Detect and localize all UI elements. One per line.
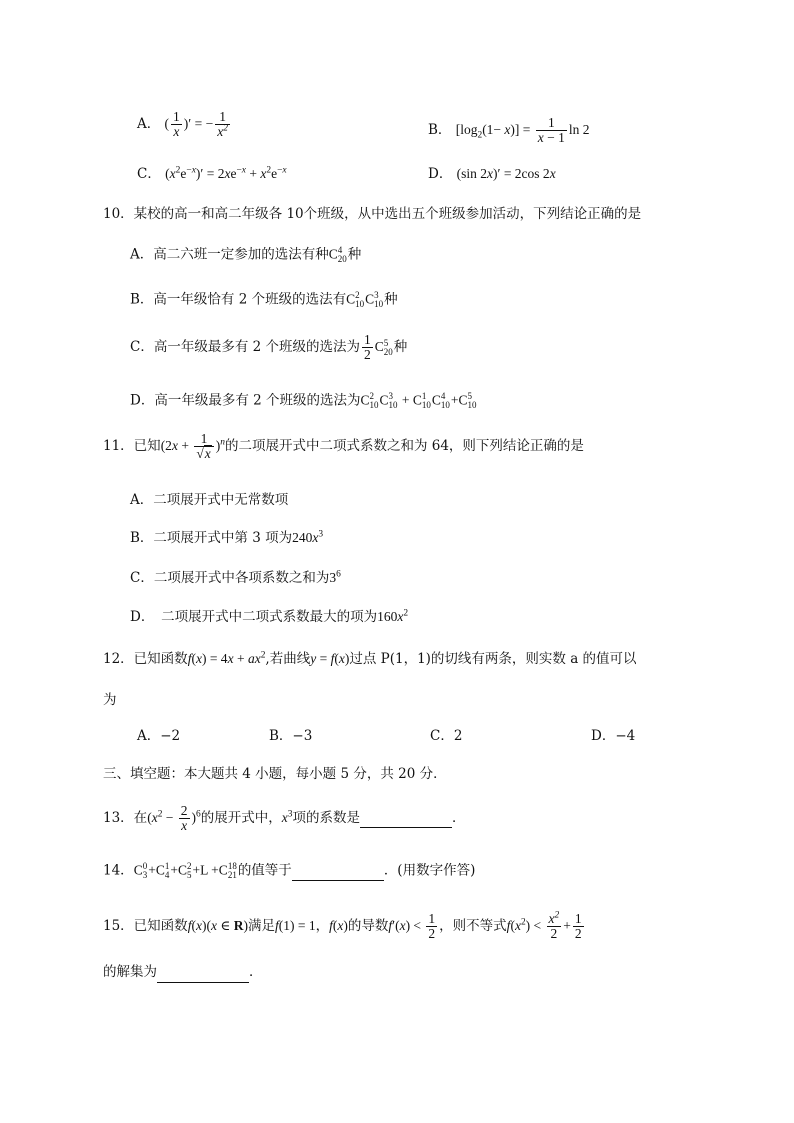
q11-option-d-text: D． 二项展开式中二项式系数最大的项为: [130, 609, 378, 625]
q13-answer-blank[interactable]: [360, 814, 452, 829]
q12-stem-cont: 为: [103, 692, 117, 708]
q9-option-a-formula: ( $\frac{1}{x}$ )′ = − $\frac{1}{x^2}$: [164, 109, 228, 140]
q13-end: ．: [451, 809, 466, 826]
q9-option-b-label: B．: [428, 121, 452, 138]
q11-option-c: C．二项展开式中各项系数之和为$3^6$: [130, 569, 341, 586]
q12-option-c: C．2: [430, 728, 463, 744]
q13-mid2: 项的系数是: [292, 809, 360, 826]
q10-a-formula: C: [328, 246, 338, 262]
q13-pre: 13．在: [103, 809, 148, 826]
q14-pre: 14．: [103, 862, 134, 879]
q15-cont: [103, 966, 263, 983]
q11-option-a: A．二项展开式中无常数项: [130, 492, 289, 508]
q9-option-b: [428, 116, 590, 145]
q12-option-b: B．−3: [269, 728, 313, 744]
q15-mid3: 的导数: [347, 917, 389, 934]
q15-pre: 15．已知函数: [103, 917, 188, 934]
q14: 14．C 0 3 +C 1 4 +C 2 5 +L +C 18 21 的值等于 ．(用数字作答): [103, 861, 476, 880]
q9-option-a: [137, 110, 232, 139]
q9-option-c-formula: $(x^2e^{-x})' = 2xe^{-x} + x^2e^{-x}$: [165, 165, 287, 181]
q15-end: ．: [249, 964, 263, 980]
q10-option-c: C．高一年级最多有 2 个班级的选法为 $\frac{1}{2}$ C 5 20 种: [130, 332, 408, 363]
q14-answer-blank[interactable]: [292, 867, 384, 882]
q12-option-d: D．−4: [591, 728, 636, 744]
q9-option-c: [137, 167, 287, 182]
q10-option-a-tail: 种: [347, 246, 362, 263]
q12-stem: 12．已知函数$f(x) = 4x + ax^2$,若曲线y = f(x)过点 P(1，1)的切线有两条，则实数 a 的值可以: [103, 650, 637, 667]
q11-stem-post: 的二项展开式中二项式系数之和为 64，则下列结论正确的是: [224, 437, 584, 454]
q10-option-b-tail: 种: [384, 291, 398, 308]
q10-option-a: A．高二六班一定参加的选法有种C 4 20 种: [130, 245, 362, 264]
q11-option-b-text: B．二项展开式中第 3 项为: [130, 530, 293, 546]
q10-option-c-text: C．高一年级最多有 2 个班级的选法为: [130, 339, 361, 356]
q15-mid1: 满足: [247, 917, 275, 934]
q10-option-b: B．高一年级恰有 2 个班级的选法有C 2 10 C 3 10 种: [130, 290, 398, 309]
q9-option-b-formula: $[\log_2(1- x)]$ = $\frac{1}{x - 1}$ ln 2: [455, 115, 590, 146]
q14-end: ．(用数字作答): [383, 862, 476, 879]
q12-option-a: A．−2: [137, 728, 181, 744]
q15-mid2: ，: [315, 917, 330, 934]
q10-option-c-tail: 种: [393, 339, 408, 356]
q11-binomial: (2x + $\frac{1}{√x}$ )$^n$: [160, 431, 225, 462]
q12-stem-mid: ,若曲线: [265, 651, 311, 667]
q9-option-d-formula: (sin 2x)′ = 2cos 2x: [456, 166, 556, 181]
q11-stem: [103, 432, 584, 461]
q12-stem-post: 过点 P(1，1)的切线有两条，则实数 a 的值可以: [349, 651, 637, 667]
q11-stem-pre: 11．已知: [103, 437, 161, 454]
q10-option-a-text: A．高二六班一定参加的选法有种: [130, 246, 329, 263]
q9-option-d: [428, 167, 556, 182]
q13-mid: 的展开式中，: [200, 809, 282, 826]
q13: 13．在($x^2$ − $\frac{2}{x}$ )$^6$的展开式中，$x^3$项的系数是 ．: [103, 803, 466, 834]
q10-option-d-text: D．高一年级最多有 2 个班级的选法为: [130, 392, 361, 409]
q11-option-b: B．二项展开式中第 3 项为$240x^3$: [130, 529, 324, 546]
q15-answer-blank[interactable]: [157, 968, 249, 983]
q11-option-d: D． 二项展开式中二项式系数最大的项为$160x^2$: [130, 608, 409, 625]
q10-option-d: D．高一年级最多有 2 个班级的选法为C 2 10 C 3 10 + C 1 10 C 4 10 +C 5 10: [130, 391, 477, 410]
q10-stem: 10．某校的高一和高二年级各 10个班级，从中选出五个班级参加活动，下列结论正确的是: [103, 206, 642, 222]
q15-mid4: ，则不等式: [439, 917, 507, 934]
q14-mid: 的值等于: [237, 862, 292, 879]
q12-stem-pre: 12．已知函数: [103, 651, 188, 667]
q10-option-b-text: B．高一年级恰有 2 个班级的选法有: [130, 291, 347, 308]
q9-option-d-label: D．: [428, 166, 453, 182]
q11-option-c-text: C．二项展开式中各项系数之和为: [130, 570, 330, 586]
q15: 15．已知函数f(x)(x ∈ R)满足f(1) = 1，f(x)的导数f′(x) < $\frac{1}{2}$ ，则不等式$f(x^2)$ < $\frac{x^2}{2}$ + $\frac{1}{2}$: [103, 910, 582, 942]
section-3-heading: 三、填空题：本大题共 4 小题，每小题 5 分，共 20 分．: [103, 766, 447, 782]
q9-option-a-label: A．: [137, 115, 161, 132]
q15-cont-text: 的解集为: [103, 964, 157, 980]
q9-option-c-label: C．: [137, 166, 161, 182]
